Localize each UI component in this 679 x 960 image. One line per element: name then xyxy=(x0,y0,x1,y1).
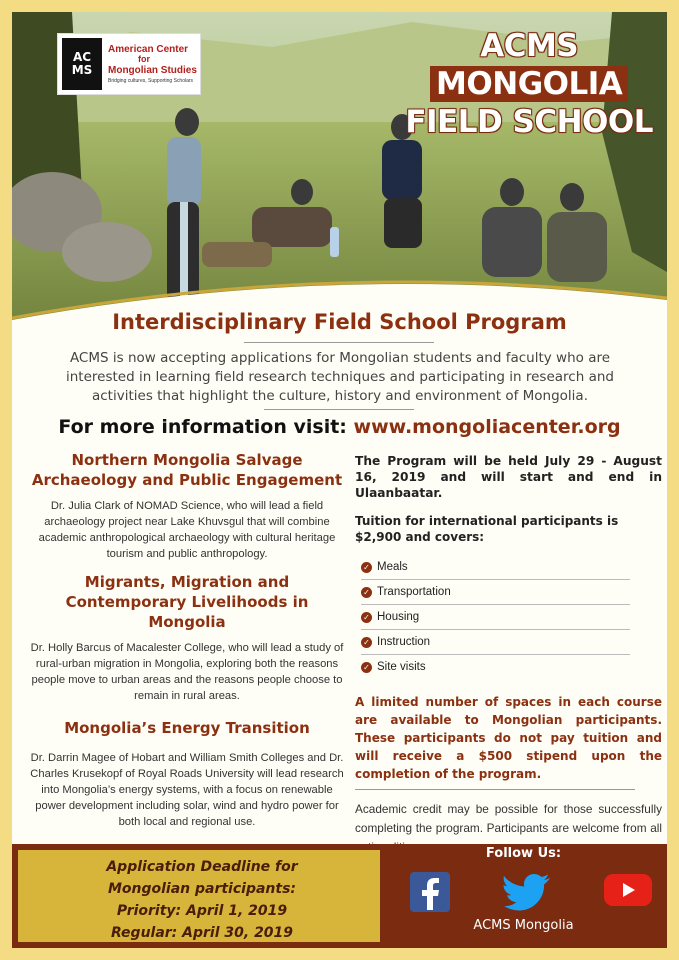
projects-column xyxy=(28,450,346,840)
deadline-regular: Regular: April 30, 2019 xyxy=(110,925,294,941)
twitter-icon[interactable] xyxy=(502,870,550,914)
list-item-label: Site visits xyxy=(377,661,426,673)
logo-text xyxy=(108,44,197,84)
list-item-label: Transportation xyxy=(377,586,451,598)
acms-logo xyxy=(57,33,201,95)
list-item xyxy=(361,630,630,655)
social-handle: ACMS Mongolia xyxy=(473,918,574,933)
project-title: Migrants, Migration and Contemporary Livelihoods in Mongolia xyxy=(65,573,309,631)
list-item-label: Instruction xyxy=(377,636,431,648)
social-box xyxy=(380,844,667,948)
list-item-label: Meals xyxy=(377,561,408,573)
check-icon: ✓ xyxy=(361,637,372,648)
badge-line3: FIELD SCHOOL xyxy=(405,104,653,140)
page-title: Interdisciplinary Field School Program xyxy=(112,310,567,334)
deadline-text xyxy=(32,856,372,944)
tuition-text: Tuition for international participants is $2,900 and covers: xyxy=(355,514,619,544)
program-dates: The Program will be held July 29 - August 16, 2019 and will start and end in Ulaanbaatar. xyxy=(355,454,662,500)
follow-us-label: Follow Us: xyxy=(485,846,562,861)
field-school-badge xyxy=(405,28,653,140)
check-icon: ✓ xyxy=(361,612,372,623)
youtube-icon[interactable] xyxy=(602,870,654,910)
project-title: Northern Mongolia Salvage Archaeology and Public Engagement xyxy=(31,451,343,489)
deadline-priority: Priority: April 1, 2019 xyxy=(116,903,288,919)
list-item xyxy=(361,580,630,605)
list-item xyxy=(361,555,630,580)
check-icon: ✓ xyxy=(361,562,372,573)
project-description: Dr. Julia Clark of NOMAD Science, who will lead a field archaeology project near Lake Khuvsgul that will combine academic anthropological archaeology with cultural heritage tourism and public anthropology. xyxy=(38,500,336,560)
logo-name-line2: for xyxy=(138,54,150,65)
list-item xyxy=(361,655,630,679)
divider-right xyxy=(355,789,635,790)
logo-mark-line1: AC xyxy=(72,49,92,64)
logo-mark-line2: MS xyxy=(71,63,93,77)
check-icon: ✓ xyxy=(361,587,372,598)
logo-name-line1: American Center xyxy=(108,44,189,56)
program-column xyxy=(355,453,662,857)
project-description: Dr. Darrin Magee of Hobart and William Smith Colleges and Dr. Charles Krusekopf of Royal Roads University will lead research into Mongolia’s energy systems, with a focus on renewable power development including solar, wind and hydro power for both local and regional use. xyxy=(30,752,344,828)
credit-text: Academic credit may be possible for those successfully completing the program. Participants are welcome from all xyxy=(355,802,662,835)
list-item-label: Housing xyxy=(377,611,420,623)
deadline-line2: Mongolian participants: xyxy=(107,881,297,897)
deadline-box xyxy=(12,844,380,948)
list-item xyxy=(361,605,630,630)
project-description: Dr. Holly Barcus of Macalester College, who will lead a study of rural-urban migration in Mongolia, exploring both the reasons people move to urban areas and the reasons people choose to remain in rural areas. xyxy=(30,642,344,702)
more-info xyxy=(12,416,667,438)
website-link[interactable]: www.mongoliacenter.org xyxy=(353,416,621,438)
logo-name-line3: Mongolian Studies xyxy=(108,64,197,76)
badge-line2: MONGOLIA xyxy=(430,66,628,102)
limited-spaces-text: A limited number of spaces in each course are available to Mongolian participants. These participants do not pay tuition and will receive a $500 stipend upon the completion of the program. xyxy=(355,695,662,781)
project-title: Mongolia’s Energy Transition xyxy=(64,719,310,737)
divider-bottom xyxy=(264,409,414,410)
check-icon: ✓ xyxy=(361,662,372,673)
logo-tagline: Bridging cultures, Supporting Scholars xyxy=(108,77,194,84)
deadline-line1: Application Deadline for xyxy=(106,859,298,875)
covers-list xyxy=(355,555,662,679)
intro-text: ACMS is now accepting applications for Mongolian students and faculty who are interested in learning field research techniques and participating in research and activities that highlight the culture, history and environment of Mongolia. xyxy=(66,350,614,404)
more-info-label: For more information visit: xyxy=(58,416,354,438)
divider-top xyxy=(244,342,434,343)
acms-logo-mark xyxy=(62,38,102,90)
facebook-icon[interactable] xyxy=(408,870,452,914)
badge-line1: ACMS xyxy=(480,28,579,64)
